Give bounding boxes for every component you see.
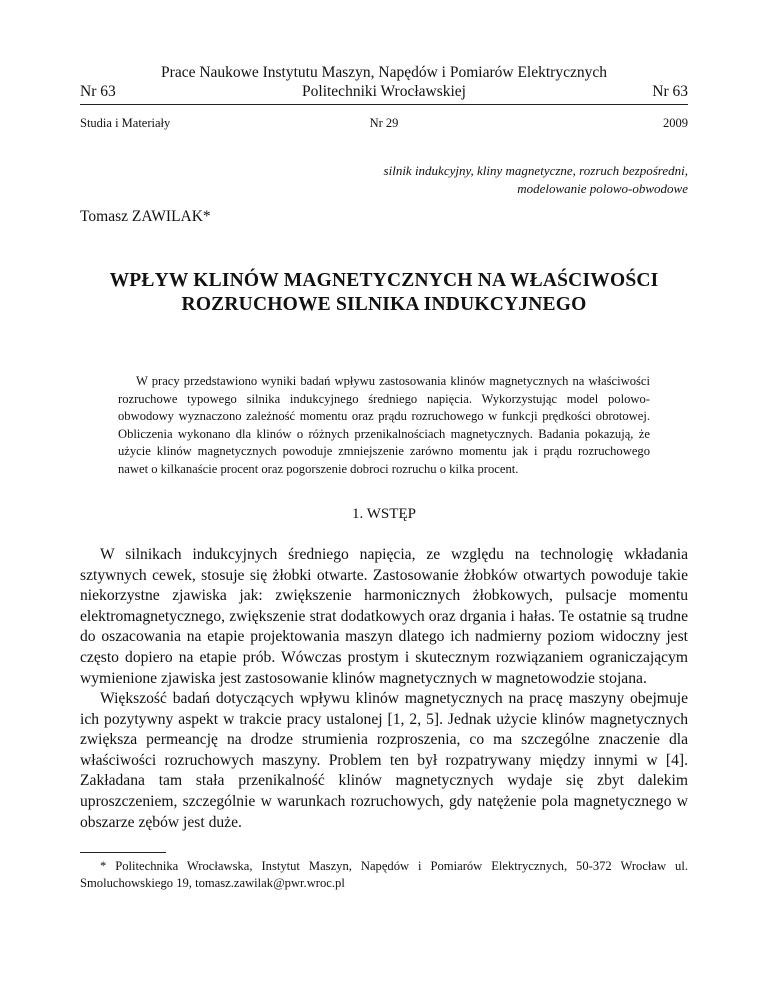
issue-number-right: Nr 63 bbox=[652, 83, 688, 100]
journal-title-line1: Prace Naukowe Instytutu Maszyn, Napędów i Pomiarów Elektrycznych bbox=[161, 64, 607, 81]
title-line2: ROZRUCHOWE SILNIKA INDUKCYJNEGO bbox=[181, 294, 587, 315]
paper-title bbox=[80, 269, 688, 317]
keywords-line1: silnik indukcyjny, kliny magnetyczne, rozruch bezpośredni, bbox=[383, 163, 688, 178]
keywords bbox=[128, 162, 688, 197]
series-issue: Nr 29 bbox=[369, 116, 399, 130]
series-label: Studia i Materiały bbox=[80, 116, 171, 130]
header-rule bbox=[80, 104, 688, 105]
body-paragraph: Większość badań dotyczących wpływu klinów magnetycznych na pracę maszyny obejmuje ich pozytywny aspekt w trakcie pracy ustalonej [1, 2, 5]. Jednak użycie klinów magnetycznych zwiększa permeancję na drodze strumienia rozproszenia, co ma szczególne znaczenie dla właściwości rozruchowych maszyny. Problem ten był rozpatrywany między innymi w [4]. Zakładana tam stała przenikalność klinów magnetycznych wydaje się zbyt dalekim uproszczeniem, szczególnie w warunkach rozruchowych, gdy natężenie pola magnetycznego w obszarze zębów jest duże. bbox=[80, 690, 688, 831]
footnote-rule bbox=[80, 852, 166, 853]
section-heading: 1. WSTĘP bbox=[352, 506, 416, 522]
title-line1: WPŁYW KLINÓW MAGNETYCZNYCH NA WŁAŚCIWOŚCI bbox=[109, 270, 659, 291]
publication-year: 2009 bbox=[663, 116, 688, 130]
author: Tomasz ZAWILAK* bbox=[80, 208, 211, 225]
body-paragraph: W silnikach indukcyjnych średniego napięcia, ze względu na technologię wkładania sztywnych cewek, stosuje się żłobki otwarte. Zastosowanie żłobków otwartych powoduje takie niekorzystne zjawiska jak: zwiększenie harmonicznych żłobkowych, pulsacje momentu elektromagnetycznego, zwiększenie strat dodatkowych oraz drgania i hałas. Te ostatnie są trudne do oszacowania na etapie projektowania maszyn dlatego ich nadmierny poziom widoczny jest często dopiero na etapie prób. Wówczas prostym i skutecznym rozwiązaniem ograniczającym wymienione zjawiska jest zastosowanie klinów magnetycznych w magnetowodzie stojana. bbox=[80, 546, 688, 687]
keywords-line2: modelowanie polowo-obwodowe bbox=[517, 180, 688, 196]
abstract: W pracy przedstawiono wyniki badań wpływu zastosowania klinów magnetycznych na właściwości rozruchowe typowego silnika indukcyjnego średniego napięcia. Wykorzystując model polowo-obwodowy wyznaczono zależność momentu oraz prądu rozruchowego w funkcji prędkości obrotowej. Obliczenia wykonano dla klinów o różnych przenikalnościach magnetycznych. Badania pokazują, że użycie klinów magnetycznych powoduje zmniejszenie zarówno momentu jak i prądu rozruchowego nawet o kilkanaście procent oraz pogorszenie dobroci rozruchu o kilka procent. bbox=[118, 374, 650, 476]
journal-title-line2: Politechniki Wrocławskiej bbox=[302, 83, 466, 100]
issue-number-left: Nr 63 bbox=[80, 83, 116, 100]
footnote: * Politechnika Wrocławska, Instytut Maszyn, Napędów i Pomiarów Elektrycznych, 50-372 Wrocław ul. Smoluchowskiego 19, tomasz.zawilak@pwr.wroc.pl bbox=[80, 859, 688, 890]
